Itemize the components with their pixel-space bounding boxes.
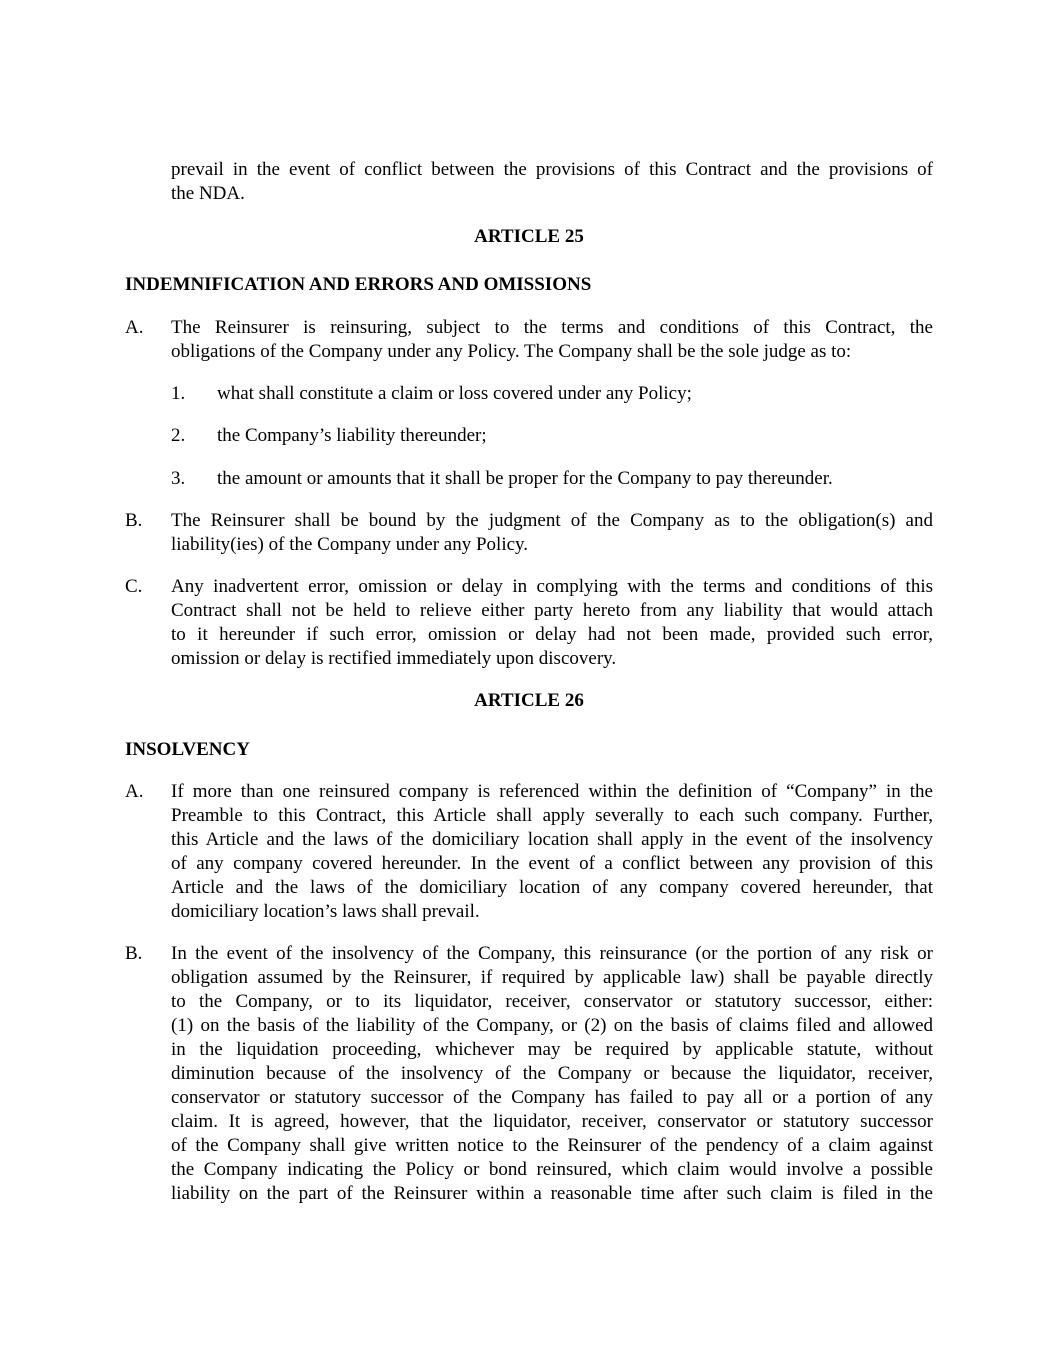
paragraph-line: If more than one reinsured company is referenced within the definition of “Company” in the — [171, 781, 933, 802]
article-26-title: INSOLVENCY — [125, 739, 250, 760]
subitem-marker: 2. — [171, 425, 186, 446]
article-26-heading: ARTICLE 26 — [474, 690, 584, 711]
paragraph-line: obligations of the Company under any Policy. The Company shall be the sole judge as to: — [171, 341, 852, 362]
subitem-marker: 3. — [171, 468, 186, 489]
article-25-title: INDEMNIFICATION AND ERRORS AND OMISSIONS — [125, 274, 592, 295]
item-marker: C. — [125, 576, 143, 597]
paragraph-line: to it hereunder if such error, omission or delay had not been made, provided such error, — [171, 624, 933, 645]
item-marker: B. — [125, 943, 143, 964]
item-text — [171, 942, 933, 1206]
paragraph-line: of any company covered hereunder. In the event of a conflict between any provision of this — [171, 853, 933, 874]
paragraph-line: in the liquidation proceeding, whichever may be required by applicable statute, without — [171, 1039, 933, 1060]
paragraph-line: In the event of the insolvency of the Company, this reinsurance (or the portion of any risk or — [171, 943, 933, 964]
paragraph-line: liability on the part of the Reinsurer within a reasonable time after such claim is filed in the — [171, 1183, 933, 1204]
item-text — [171, 575, 933, 671]
paragraph-line: liability(ies) of the Company under any Policy. — [171, 534, 529, 555]
subitem-text: the Company’s liability thereunder; — [217, 425, 487, 446]
paragraph-line: conservator or statutory successor of the Company has failed to pay all or a portion of any — [171, 1087, 933, 1108]
paragraph-line: to the Company, or to its liquidator, receiver, conservator or statutory successor, either: — [171, 991, 933, 1012]
subitem-text: the amount or amounts that it shall be proper for the Company to pay thereunder. — [217, 468, 833, 489]
item-marker: A. — [125, 317, 144, 338]
paragraph-line: Contract shall not be held to relieve either party hereto from any liability that would attach — [171, 600, 933, 621]
item-marker: A. — [125, 781, 144, 802]
paragraph-line: the NDA. — [171, 183, 245, 204]
item-text — [171, 316, 933, 364]
paragraph-line: of the Company shall give written notice to the Reinsurer of the pendency of a claim against — [171, 1135, 933, 1156]
paragraph-line: the Company indicating the Policy or bond reinsured, which claim would involve a possible — [171, 1159, 933, 1180]
paragraph-line: prevail in the event of conflict between the provisions of this Contract and the provisions of — [171, 159, 933, 180]
paragraph-line: diminution because of the insolvency of the Company or because the liquidator, receiver, — [171, 1063, 933, 1084]
paragraph-line: obligation assumed by the Reinsurer, if required by applicable law) shall be payable directly — [171, 967, 933, 988]
paragraph-line: domiciliary location’s laws shall prevail. — [171, 901, 480, 922]
paragraph-line: The Reinsurer shall be bound by the judgment of the Company as to the obligation(s) and — [171, 510, 933, 531]
subitem-marker: 1. — [171, 383, 186, 404]
paragraph-line: The Reinsurer is reinsuring, subject to the terms and conditions of this Contract, the — [171, 317, 933, 338]
article-25-heading: ARTICLE 25 — [474, 226, 584, 247]
paragraph-line: Article and the laws of the domiciliary location of any company covered hereunder, that — [171, 877, 933, 898]
paragraph-line: Preamble to this Contract, this Article shall apply severally to each such company. Further, — [171, 805, 933, 826]
subitem-text: what shall constitute a claim or loss covered under any Policy; — [217, 383, 692, 404]
paragraph-line: (1) on the basis of the liability of the Company, or (2) on the basis of claims filed and allowed — [171, 1015, 933, 1036]
item-marker: B. — [125, 510, 143, 531]
item-text — [171, 780, 933, 924]
paragraph-line: this Article and the laws of the domiciliary location shall apply in the event of the insolvency — [171, 829, 933, 850]
paragraph-line: Any inadvertent error, omission or delay in complying with the terms and conditions of this — [171, 576, 933, 597]
paragraph-line: omission or delay is rectified immediately upon discovery. — [171, 648, 617, 669]
paragraph-line: claim. It is agreed, however, that the liquidator, receiver, conservator or statutory successor — [171, 1111, 933, 1132]
item-text — [171, 509, 933, 557]
continuation-paragraph — [171, 158, 933, 206]
